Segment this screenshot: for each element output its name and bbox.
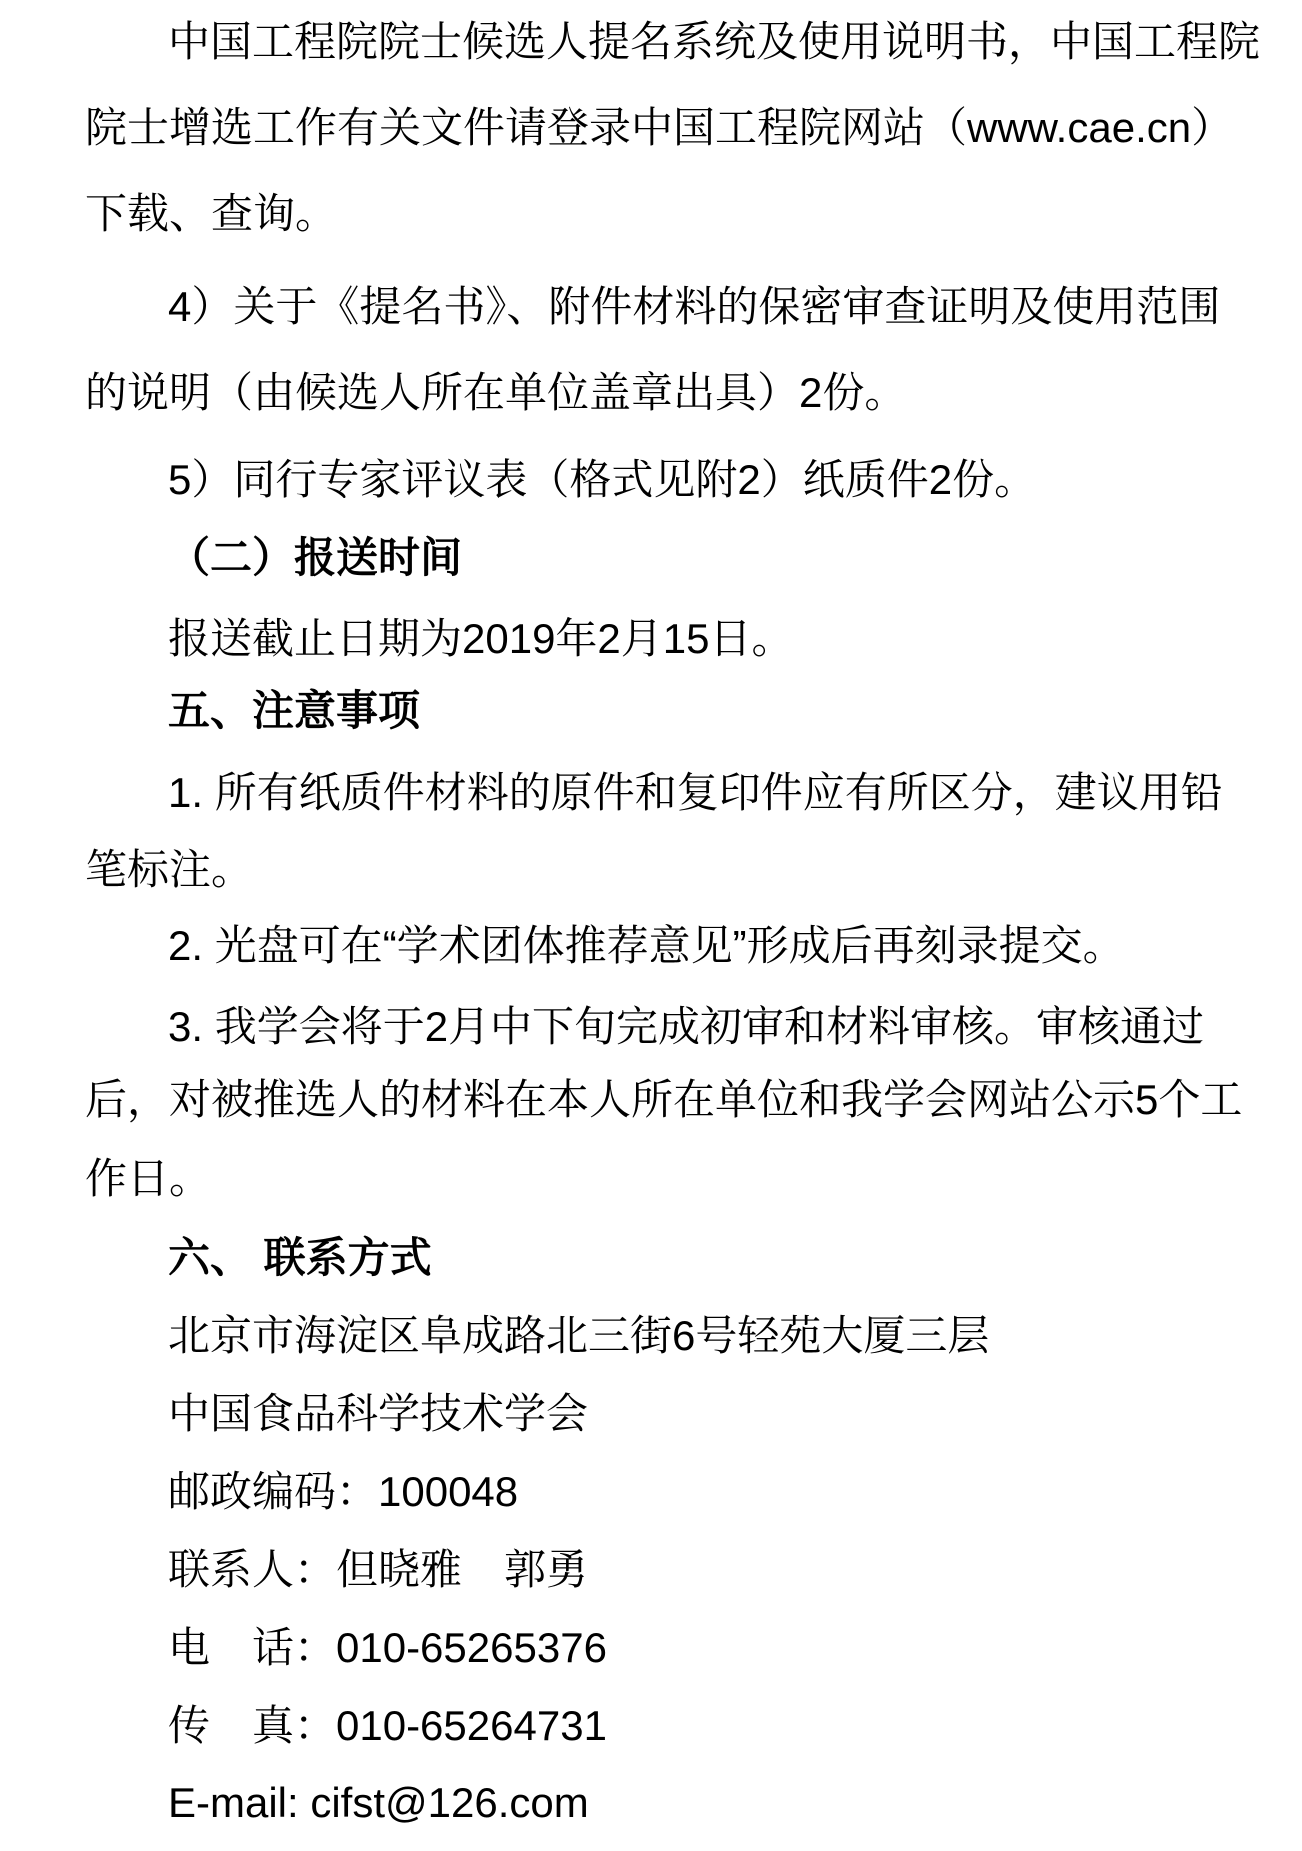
line-note3-1: 3. 我学会将于2月中下旬完成初审和材料审核。审核通过 — [168, 1003, 1205, 1050]
line-deadline: 报送截止日期为2019年2月15日。 — [168, 615, 794, 662]
line-organization: 中国食品科学技术学会 — [168, 1390, 589, 1437]
line-cae-system-1: 中国工程院院士候选人提名系统及使用说明书，中国工程院 — [168, 18, 1261, 65]
line-note2: 2. 光盘可在“学术团体推荐意见”形成后再刻录提交。 — [168, 922, 1125, 969]
heading-contact: 六、 联系方式 — [168, 1234, 432, 1281]
line-postal-code: 邮政编码：100048 — [168, 1468, 519, 1515]
line-note3-3: 作日。 — [85, 1155, 212, 1202]
line-email: E-mail: cifst@126.com — [168, 1779, 589, 1826]
heading-submission-time: （二）报送时间 — [168, 534, 463, 581]
line-cae-system-2: 院士增选工作有关文件请登录中国工程院网站（www.cae.cn） — [85, 104, 1234, 151]
line-address: 北京市海淀区阜成路北三街6号轻苑大厦三层 — [168, 1312, 990, 1359]
line-item4-1: 4）关于《提名书》、附件材料的保密审查证明及使用范围 — [168, 283, 1221, 330]
line-contact-person: 联系人：但晓雅 郭勇 — [168, 1546, 589, 1593]
line-note3-2: 后，对被推选人的材料在本人所在单位和我学会网站公示5个工 — [85, 1076, 1243, 1123]
line-item5: 5）同行专家评议表（格式见附2）纸质件2份。 — [168, 456, 1037, 503]
line-phone: 电 话：010-65265376 — [168, 1624, 607, 1671]
line-item4-2: 的说明（由候选人所在单位盖章出具）2份。 — [85, 369, 907, 416]
line-cae-system-3: 下载、查询。 — [85, 190, 338, 237]
heading-notes: 五、注意事项 — [168, 687, 421, 734]
line-note1-2: 笔标注。 — [85, 846, 254, 893]
line-note1-1: 1. 所有纸质件材料的原件和复印件应有所区分，建议用铅 — [168, 769, 1223, 816]
line-fax: 传 真：010-65264731 — [168, 1702, 607, 1749]
